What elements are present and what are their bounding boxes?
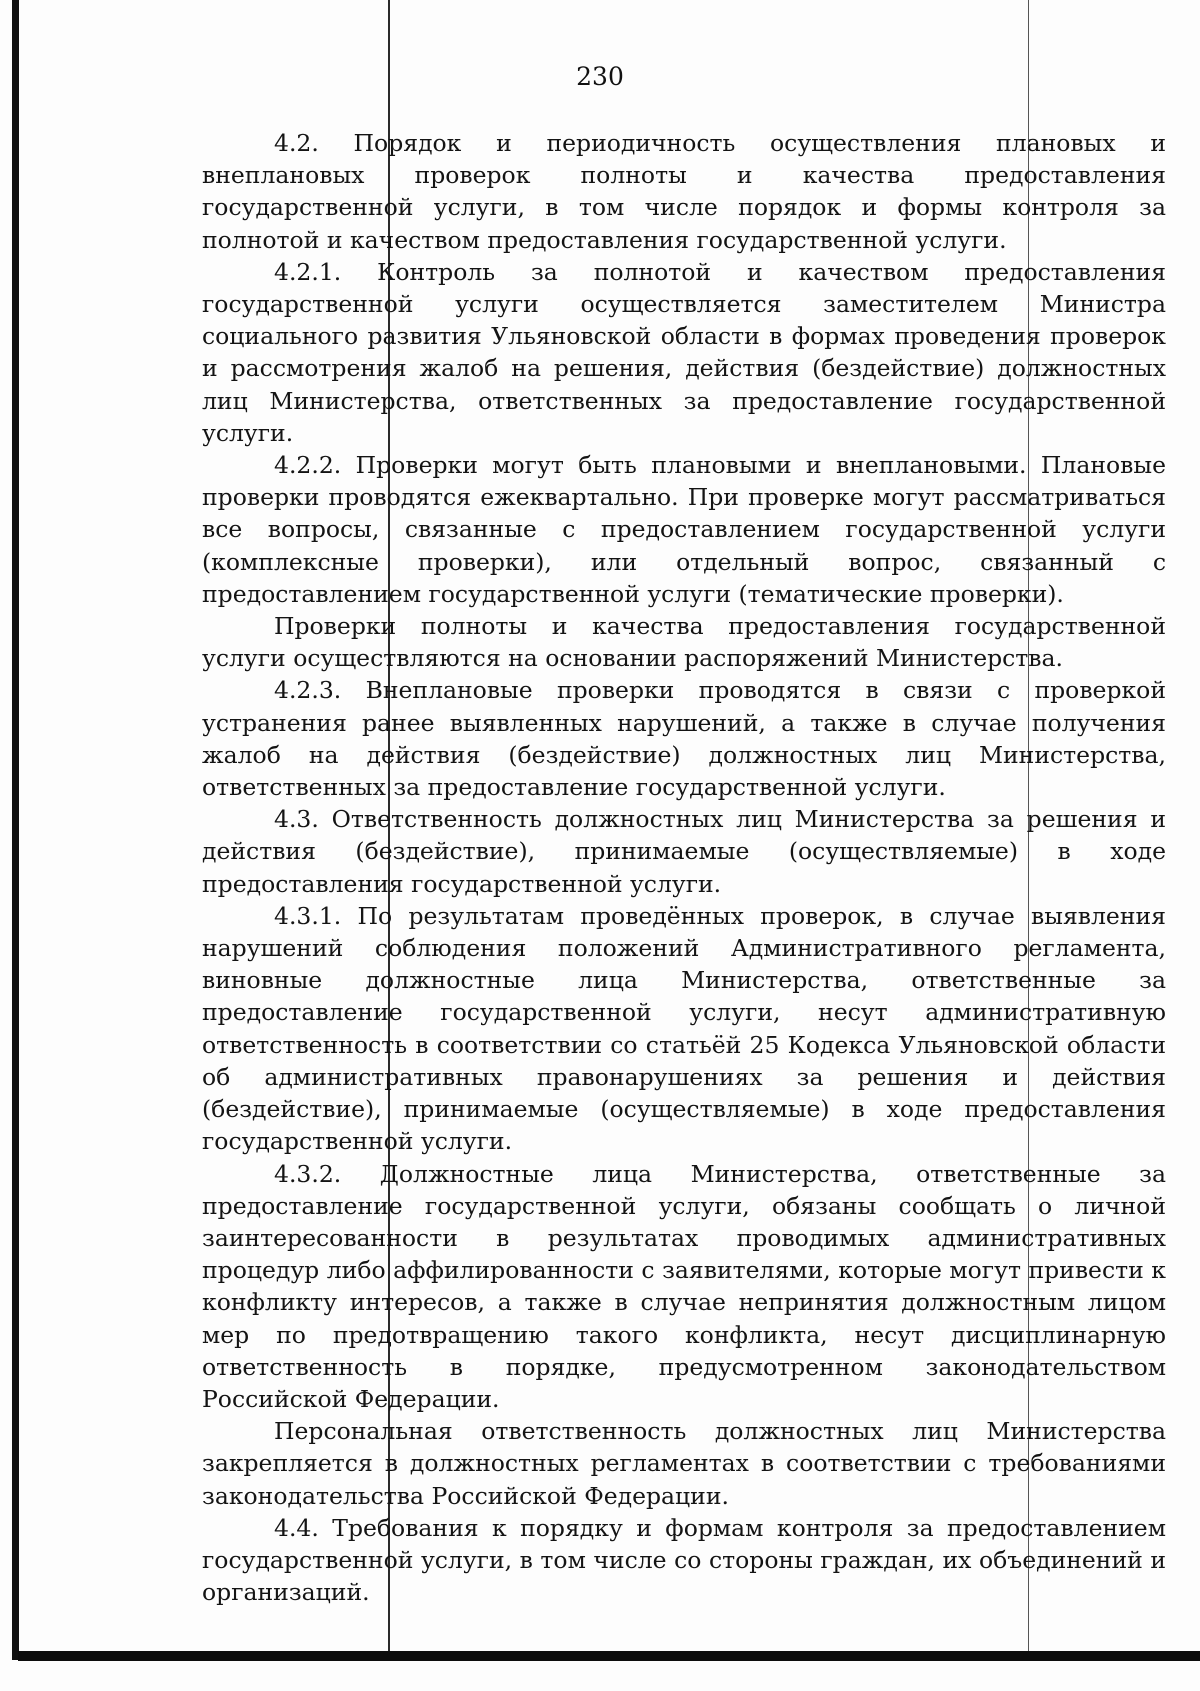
paragraph-4-4: 4.4. Требования к порядку и формам контроля за предоставлением государственной услуги, в том числе со стороны граждан, их объединений и организаций. <box>202 1513 1166 1607</box>
paragraph-4-2-1: 4.2.1. Контроль за полнотой и качеством предоставления государственной услуги осуществляется заместителем Министра социального развития Ульяновской области в формах проведения проверок и рассмотрения жалоб на решения, действия (бездействие) должностных лиц Министерства, ответственных за предоставление государственной услуги. <box>202 257 1166 447</box>
paragraph-personal-responsibility: Персональная ответственность должностных лиц Министерства закрепляется в должностных регламентах в соответствии с требованиями законодательства Российской Федерации. <box>202 1417 1166 1510</box>
scan-left-edge <box>12 0 19 1660</box>
page-number: 230 <box>576 62 624 91</box>
paragraph-4-3: 4.3. Ответственность должностных лиц Министерства за решения и действия (бездействие), принимаемые (осуществляемые) в ходе предоставления государственной услуги. <box>202 805 1166 898</box>
document-body <box>202 127 1166 1608</box>
paragraph-4-2: 4.2. Порядок и периодичность осуществления плановых и внеплановых проверок полноты и качества предоставления государственной услуги, в том числе порядок и формы контроля за полнотой и качеством предоставления государственной услуги. <box>202 129 1166 254</box>
paragraph-4-3-2: 4.3.2. Должностные лица Министерства, ответственные за предоставление государственной услуги, обязаны сообщать о личной заинтересованности в результатах проводимых административных процедур либо аффилированности с заявителями, которые могут привести к конфликту интересов, а также в случае непринятия должностным лицом мер по предотвращению такого конфликта, несут дисциплинарную ответственность в порядке, предусмотренном законодательством Российской Федерации. <box>202 1159 1166 1413</box>
scan-bottom-edge <box>18 1651 1200 1661</box>
paragraph-4-2-3: 4.2.3. Внеплановые проверки проводятся в связи с проверкой устранения ранее выявленных нарушений, а также в случае получения жалоб на действия (бездействие) должностных лиц Министерства, ответственных за предоставление государственной услуги. <box>202 676 1166 802</box>
paragraph-inspections-basis: Проверки полноты и качества предоставления государственной услуги осуществляются на основании распоряжений Министерства. <box>202 612 1166 673</box>
paragraph-4-3-1: 4.3.1. По результатам проведённых проверок, в случае выявления нарушений соблюдения положений Административного регламента, виновные должностные лица Министерства, ответственные за предоставление государственной услуги, несут административную ответственность в соответствии со статьёй 25 Кодекса Ульяновской области об административных правонарушениях за решения и действия (бездействие), принимаемые (осуществляемые) в ходе предоставления государственной услуги. <box>202 901 1166 1156</box>
paragraph-4-2-2: 4.2.2. Проверки могут быть плановыми и внеплановыми. Плановые проверки проводятся ежеквартально. При проверке могут рассматриваться все вопросы, связанные с предоставлением государственной услуги (комплексные проверки), или отдельный вопрос, связанный с предоставлением государственной услуги (тематические проверки). <box>202 451 1166 608</box>
